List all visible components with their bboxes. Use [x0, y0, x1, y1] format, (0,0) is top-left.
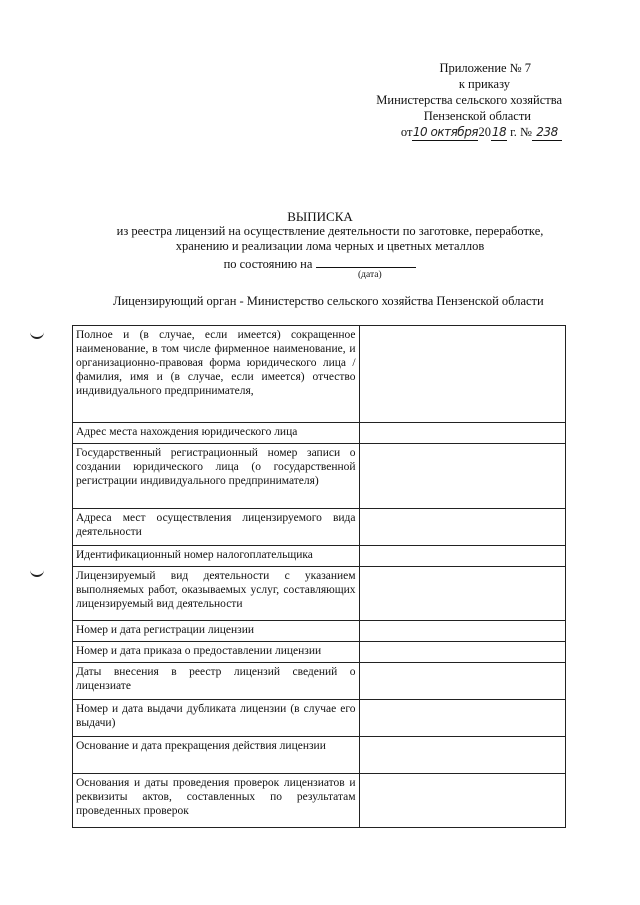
row-value-cell[interactable]	[359, 423, 565, 444]
row-label: Полное и (в случае, если имеется) сокращенное наименование, в том числе фирменное наименование, и организационно-правовая форма юридического лица / фамилия, имя и (в случае, если имеется) отчество индивидуального предпринимателя,	[73, 326, 360, 423]
licensing-authority: Лицензирующий орган - Министерство сельского хозяйства Пензенской области	[113, 294, 544, 308]
row-label: Адреса мест осуществления лицензируемого вида деятельности	[73, 509, 360, 546]
date-caption: (дата)	[358, 270, 382, 280]
table-row	[73, 642, 566, 663]
register-extract-table	[72, 325, 566, 828]
subtitle-line-1: из реестра лицензий на осуществление деятельности по заготовке, переработке,	[116, 224, 544, 238]
table-row	[73, 546, 566, 567]
year-prefix: 20	[478, 125, 491, 139]
row-value-cell[interactable]	[359, 774, 565, 828]
table-row	[73, 423, 566, 444]
table-row	[73, 774, 566, 828]
table-row	[73, 737, 566, 774]
row-value-cell[interactable]	[359, 509, 565, 546]
row-label: Номер и дата регистрации лицензии	[73, 621, 360, 642]
punch-hole-mark-top	[30, 331, 44, 339]
as-of-date-line	[0, 256, 640, 272]
appendix-date-line	[302, 124, 562, 141]
row-value-cell[interactable]	[359, 621, 565, 642]
table-row	[73, 700, 566, 737]
appendix-number: Приложение № 7	[439, 61, 531, 75]
handwritten-number: 238	[532, 124, 562, 141]
row-label: Государственный регистрационный номер записи о создании юридического лица (о государственной регистрации индивидуального предпринимателя)	[73, 444, 360, 509]
appendix-region: Пензенской области	[423, 109, 531, 123]
as-of-label: по состоянию на	[223, 257, 313, 271]
appendix-header	[302, 60, 562, 141]
row-label: Даты внесения в реестр лицензий сведений о лицензиате	[73, 663, 360, 700]
row-label: Основание и дата прекращения действия лицензии	[73, 737, 360, 774]
row-value-cell[interactable]	[359, 326, 565, 423]
punch-hole-mark-bottom	[30, 569, 44, 577]
date-blank-field[interactable]	[316, 256, 416, 268]
year-suffix: г. №	[510, 125, 532, 139]
table-row	[73, 663, 566, 700]
row-label: Адрес места нахождения юридического лица	[73, 423, 360, 444]
row-value-cell[interactable]	[359, 444, 565, 509]
row-value-cell[interactable]	[359, 567, 565, 621]
row-value-cell[interactable]	[359, 546, 565, 567]
row-value-cell[interactable]	[359, 700, 565, 737]
row-label: Номер и дата выдачи дубликата лицензии (в случае его выдачи)	[73, 700, 360, 737]
row-value-cell[interactable]	[359, 642, 565, 663]
table-row	[73, 444, 566, 509]
table-row	[73, 326, 566, 423]
row-label: Идентификационный номер налогоплательщика	[73, 546, 360, 567]
handwritten-year: 18	[491, 125, 507, 139]
row-value-cell[interactable]	[359, 663, 565, 700]
document-title: ВЫПИСКА	[287, 209, 353, 224]
table-row	[73, 509, 566, 546]
appendix-order-label: к приказу	[458, 77, 510, 91]
row-label: Лицензируемый вид деятельности с указанием выполняемых работ, оказываемых услуг, составляющих лицензируемый вид деятельности	[73, 567, 360, 621]
row-value-cell[interactable]	[359, 737, 565, 774]
subtitle-line-2: хранению и реализации лома черных и цветных металлов	[175, 239, 485, 253]
row-label: Номер и дата приказа о предоставлении лицензии	[73, 642, 360, 663]
document-subtitle	[100, 224, 560, 254]
table-row	[73, 567, 566, 621]
table-row	[73, 621, 566, 642]
row-label: Основания и даты проведения проверок лицензиатов и реквизиты актов, составленных по результатам проведенных проверок	[73, 774, 360, 828]
handwritten-date: 10 октября	[412, 125, 479, 139]
from-prefix: от	[400, 125, 413, 139]
appendix-ministry: Министерства сельского хозяйства	[376, 93, 562, 107]
